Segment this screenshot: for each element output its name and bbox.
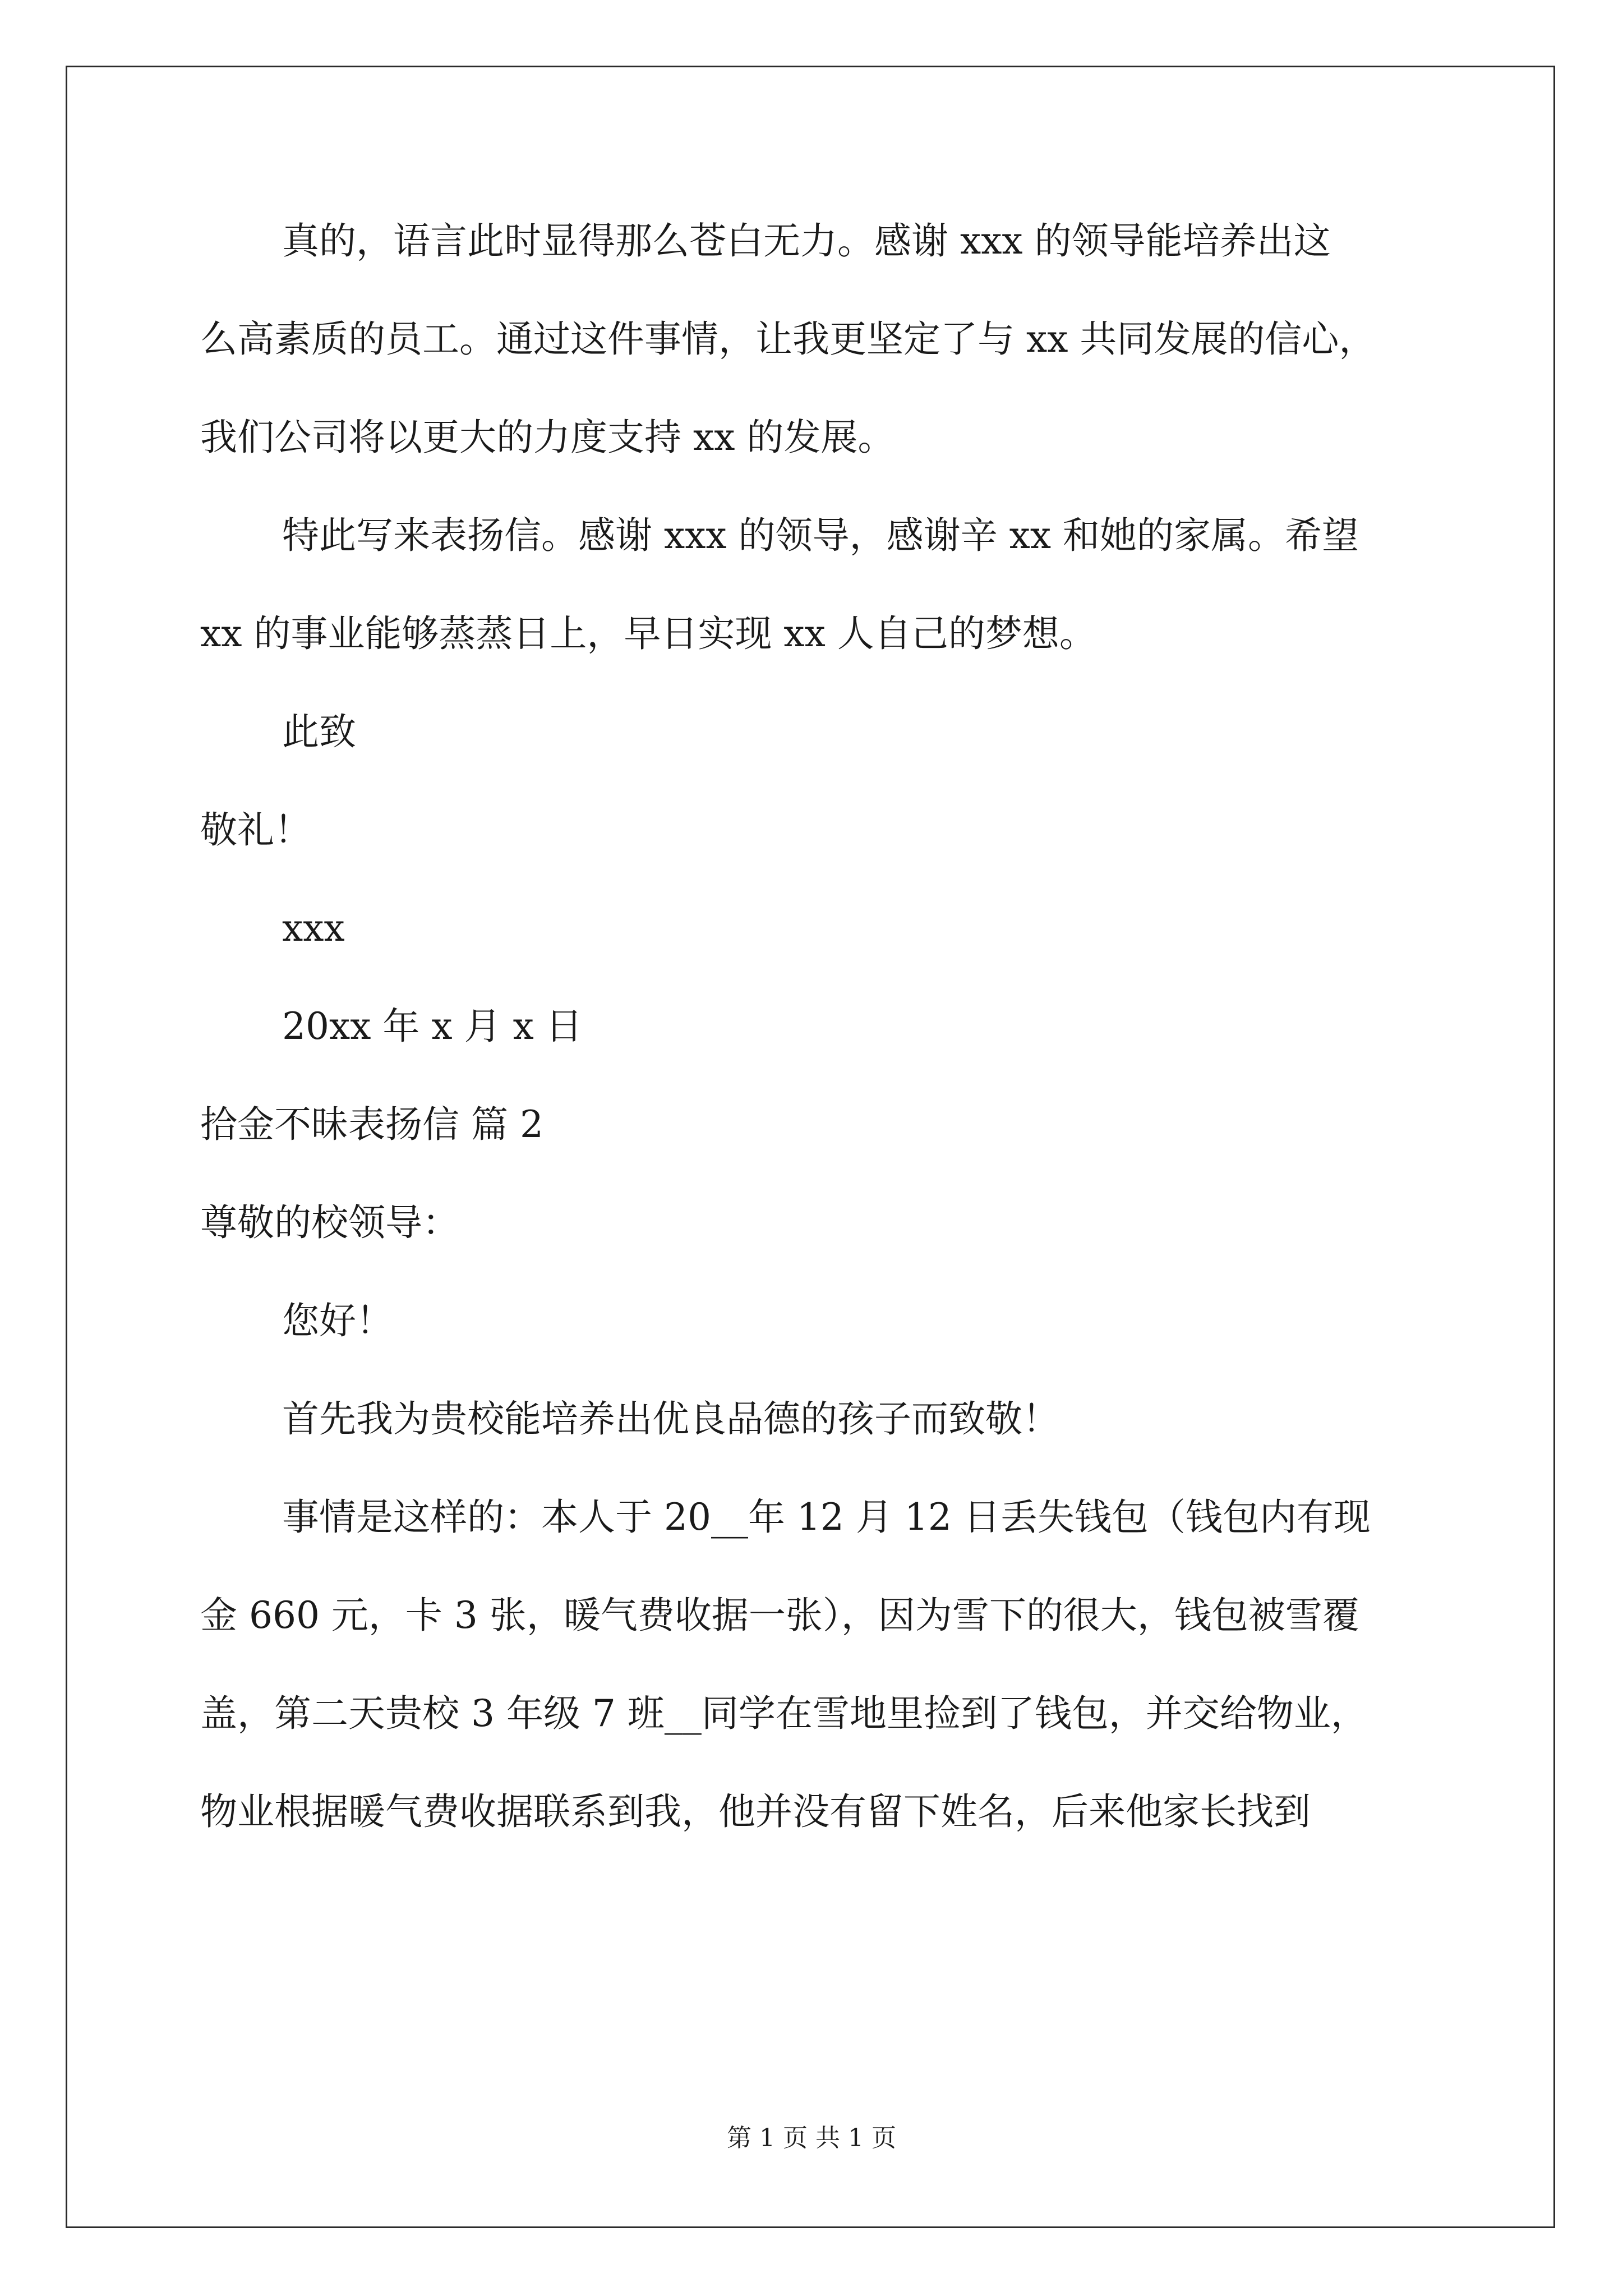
paragraph-line: 么高素质的员工。通过这件事情，让我更坚定了与 xx 共同发展的信心， [200, 318, 1376, 361]
paragraph-line: 首先我为贵校能培养出优良品德的孩子而致敬！ [282, 1397, 1059, 1441]
paragraph-line: 真的，语言此时显得那么苍白无力。感谢 xxx 的领导能培养出这 [282, 219, 1331, 263]
paragraph-line: 金 660 元，卡 3 张，暖气费收据一张），因为雪下的很大，钱包被雪覆 [200, 1594, 1359, 1637]
paragraph-line: 物业根据暖气费收据联系到我，他并没有留下姓名，后来他家长找到 [200, 1790, 1311, 1833]
paragraph-line: xx 的事业能够蒸蒸日上，早日实现 xx 人自己的梦想。 [200, 612, 1096, 655]
page-footer: 第 1 页 共 1 页 [727, 2124, 896, 2152]
paragraph-line: 特此写来表扬信。感谢 xxx 的领导，感谢辛 xx 和她的家属。希望 [282, 514, 1359, 557]
paragraph-line: 我们公司将以更大的力度支持 xx 的发展。 [200, 416, 895, 459]
greeting: 您好！ [282, 1299, 393, 1342]
closing-salutation: 此致 [282, 710, 356, 753]
section-title: 拾金不昧表扬信 篇 2 [200, 1103, 543, 1146]
paragraph-line: 事情是这样的：本人于 20__年 12 月 12 日丢失钱包（钱包内有现 [282, 1496, 1371, 1539]
paragraph-line: 盖，第二天贵校 3 年级 7 班__同学在雪地里捡到了钱包，并交给物业， [200, 1692, 1368, 1735]
signature-date: 20xx 年 x 月 x 日 [282, 1005, 583, 1048]
closing-regards: 敬礼！ [200, 808, 311, 852]
signature-name: xxx [282, 907, 345, 950]
letter-recipient: 尊敬的校领导： [200, 1201, 459, 1244]
